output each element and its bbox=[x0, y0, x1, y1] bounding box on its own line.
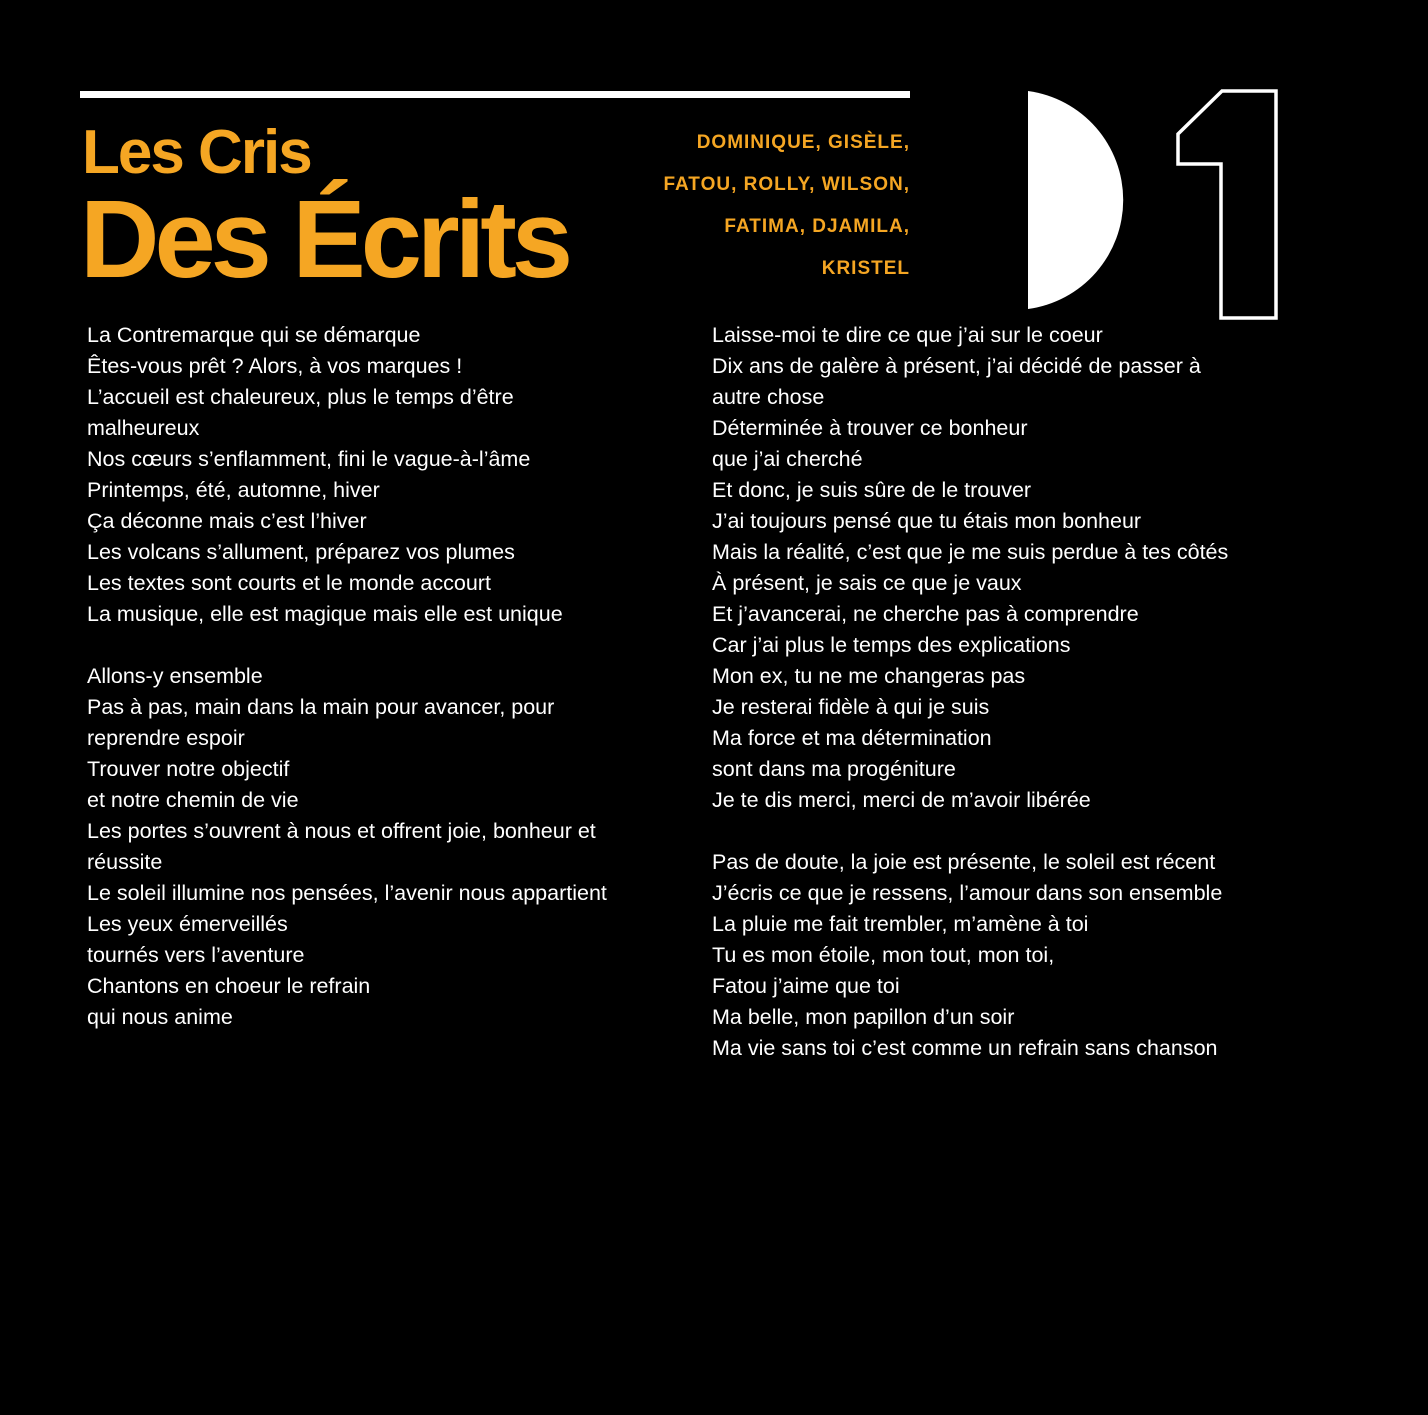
poem-line: Dix ans de galère à présent, j’ai décidé de passer à bbox=[712, 354, 1201, 378]
poem-line: L’accueil est chaleureux, plus le temps d’être bbox=[87, 385, 514, 409]
half-circle-number-one-icon bbox=[1020, 86, 1290, 326]
poem-line: malheureux bbox=[87, 416, 200, 440]
poem-line: Pas de doute, la joie est présente, le soleil est récent bbox=[712, 850, 1216, 874]
poem-column-left bbox=[87, 320, 687, 1064]
poem-line: J’écris ce que je ressens, l’amour dans son ensemble bbox=[712, 881, 1223, 905]
poem-line: Printemps, été, automne, hiver bbox=[87, 478, 380, 502]
poem-line: Déterminée à trouver ce bonheur bbox=[712, 416, 1028, 440]
poem-line: Ça déconne mais c’est l’hiver bbox=[87, 509, 367, 533]
authors-line: DOMINIQUE, GISÈLE, bbox=[696, 132, 910, 153]
title-line-2: Des Écrits bbox=[80, 178, 569, 301]
poem-line: Le soleil illumine nos pensées, l’avenir nous appartient bbox=[87, 881, 607, 905]
authors-line: KRISTEL bbox=[821, 258, 910, 279]
poem-line: Laisse-moi te dire ce que j’ai sur le coeur bbox=[712, 323, 1103, 347]
poem-line: et notre chemin de vie bbox=[87, 788, 299, 812]
stanza bbox=[712, 320, 1312, 816]
poem-line: Ma force et ma détermination bbox=[712, 726, 992, 750]
poem-line: Ma belle, mon papillon d’un soir bbox=[712, 1005, 1015, 1029]
poem-line: que j’ai cherché bbox=[712, 447, 863, 471]
poem-line: La Contremarque qui se démarque bbox=[87, 323, 421, 347]
top-rule bbox=[80, 91, 910, 98]
authors-list bbox=[600, 122, 910, 290]
poem-line: J’ai toujours pensé que tu étais mon bonheur bbox=[712, 509, 1142, 533]
poem-line: Les volcans s’allument, préparez vos plumes bbox=[87, 540, 515, 564]
stanza bbox=[87, 661, 687, 1033]
title-line-1: Les Cris bbox=[82, 118, 311, 187]
poem-line: réussite bbox=[87, 850, 163, 874]
poem-line: Et j’avancerai, ne cherche pas à comprendre bbox=[712, 602, 1139, 626]
number-one-outline bbox=[1178, 91, 1276, 318]
poem-line: Allons-y ensemble bbox=[87, 664, 263, 688]
poem-line: Je te dis merci, merci de m’avoir libérée bbox=[712, 788, 1091, 812]
poem-line: reprendre espoir bbox=[87, 726, 245, 750]
poem-line: Tu es mon étoile, mon tout, mon toi, bbox=[712, 943, 1055, 967]
stanza bbox=[87, 320, 687, 630]
authors-line: FATIMA, DJAMILA, bbox=[724, 216, 910, 237]
half-circle-icon bbox=[1028, 91, 1123, 309]
poem-line: Les portes s’ouvrent à nous et offrent joie, bonheur et bbox=[87, 819, 596, 843]
poem-line: À présent, je sais ce que je vaux bbox=[712, 571, 1022, 595]
poem-line: Les textes sont courts et le monde accourt bbox=[87, 571, 491, 595]
poem-line: Nos cœurs s’enflamment, fini le vague-à-l’âme bbox=[87, 447, 531, 471]
poem-line: Êtes-vous prêt ? Alors, à vos marques ! bbox=[87, 354, 463, 378]
poem-line: La musique, elle est magique mais elle est unique bbox=[87, 602, 563, 626]
poem-line: La pluie me fait trembler, m’amène à toi bbox=[712, 912, 1089, 936]
poem-column-right bbox=[712, 320, 1312, 1095]
poem-line: Les yeux émerveillés bbox=[87, 912, 288, 936]
poem-line: Et donc, je suis sûre de le trouver bbox=[712, 478, 1032, 502]
poem-line: Chantons en choeur le refrain bbox=[87, 974, 371, 998]
poem-line: tournés vers l’aventure bbox=[87, 943, 305, 967]
poem-line: Pas à pas, main dans la main pour avancer, pour bbox=[87, 695, 555, 719]
poem-line: autre chose bbox=[712, 385, 825, 409]
poem-line: Fatou j’aime que toi bbox=[712, 974, 900, 998]
authors-line: FATOU, ROLLY, WILSON, bbox=[663, 174, 910, 195]
poem-line: Je resterai fidèle à qui je suis bbox=[712, 695, 990, 719]
poem-line: sont dans ma progéniture bbox=[712, 757, 956, 781]
stanza bbox=[712, 847, 1312, 1064]
poem-line: Ma vie sans toi c’est comme un refrain sans chanson bbox=[712, 1036, 1218, 1060]
poem-line: Mon ex, tu ne me changeras pas bbox=[712, 664, 1026, 688]
poem-line: qui nous anime bbox=[87, 1005, 233, 1029]
poem-line: Car j’ai plus le temps des explications bbox=[712, 633, 1071, 657]
poem-line: Trouver notre objectif bbox=[87, 757, 290, 781]
poem-line: Mais la réalité, c’est que je me suis perdue à tes côtés bbox=[712, 540, 1229, 564]
